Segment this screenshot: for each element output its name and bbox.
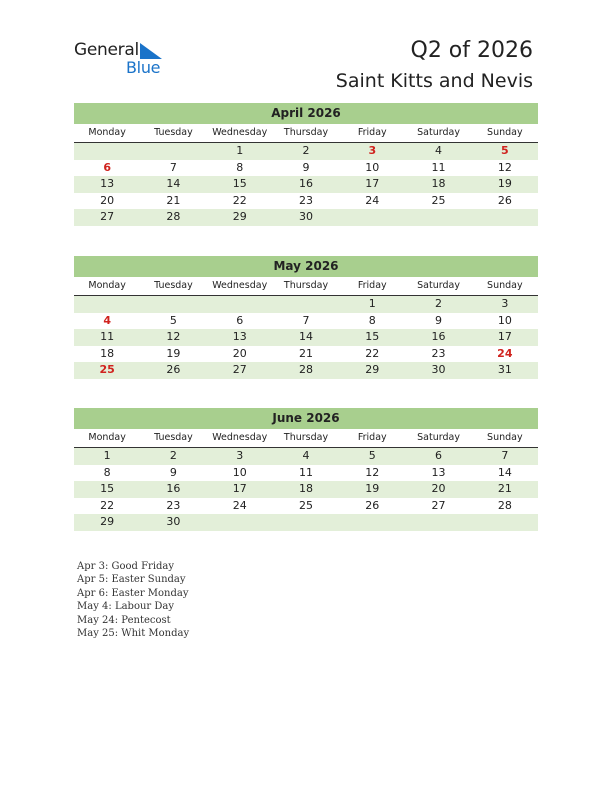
day-cell: 11 xyxy=(431,160,446,174)
month-header: May 2026 xyxy=(74,256,538,277)
day-cell: 7 xyxy=(169,160,177,174)
week-row xyxy=(74,329,538,346)
week-row xyxy=(74,465,538,482)
day-cell: 19 xyxy=(166,346,181,360)
day-cell: 2 xyxy=(169,449,177,462)
week-row xyxy=(74,143,538,160)
weekday-label: Sunday xyxy=(487,432,523,443)
day-cell: 26 xyxy=(365,498,380,512)
weekday-label: Friday xyxy=(357,127,387,138)
day-cell: 29 xyxy=(365,363,380,376)
day-cell: 12 xyxy=(365,465,380,479)
day-cell: 31 xyxy=(497,363,512,376)
week-row xyxy=(74,498,538,515)
day-cell: 20 xyxy=(100,193,115,207)
day-cell: 23 xyxy=(166,498,181,512)
weekday-label: Sunday xyxy=(487,280,523,291)
week-row xyxy=(74,176,538,193)
day-cell xyxy=(472,514,538,531)
day-cell: 30 xyxy=(166,515,181,528)
week-row xyxy=(74,346,538,363)
day-cell: 3 xyxy=(501,297,509,310)
month-header: April 2026 xyxy=(74,103,538,124)
day-cell xyxy=(273,514,339,531)
week-row xyxy=(74,448,538,465)
day-cell: 2 xyxy=(435,297,443,310)
day-cell: 24 xyxy=(497,346,513,360)
weekday-label: Thursday xyxy=(283,432,329,443)
weekday-label: Monday xyxy=(88,127,126,138)
day-cell: 21 xyxy=(497,482,512,495)
day-cell: 25 xyxy=(431,193,446,207)
weekday-header-row xyxy=(74,429,538,448)
month-header: June 2026 xyxy=(74,408,538,429)
day-cell xyxy=(472,209,538,226)
weekday-label: Monday xyxy=(88,280,126,291)
day-cell: 15 xyxy=(365,330,380,343)
day-cell: 18 xyxy=(100,346,115,360)
day-cell: 11 xyxy=(100,330,115,343)
day-cell: 20 xyxy=(431,482,446,495)
day-cell xyxy=(207,296,273,313)
day-cell: 14 xyxy=(166,177,181,190)
day-cell: 9 xyxy=(302,160,310,174)
holiday-item: May 25: Whit Monday xyxy=(77,628,190,640)
day-cell: 25 xyxy=(298,498,313,512)
day-cell: 30 xyxy=(298,210,313,223)
day-cell: 8 xyxy=(236,160,244,174)
day-cell xyxy=(405,514,471,531)
day-cell xyxy=(140,296,206,313)
day-cell: 15 xyxy=(100,482,115,495)
weekday-label: Monday xyxy=(88,432,126,443)
day-cell: 16 xyxy=(298,177,313,190)
day-cell: 26 xyxy=(497,193,512,207)
day-cell xyxy=(405,209,471,226)
logo-blue-text: Blue xyxy=(126,58,161,77)
week-row xyxy=(74,160,538,177)
holiday-item: May 4: Labour Day xyxy=(77,601,174,613)
month-calendar-may xyxy=(74,256,538,379)
day-cell: 26 xyxy=(166,363,181,376)
weekday-label: Tuesday xyxy=(154,280,193,291)
day-cell: 16 xyxy=(431,330,446,343)
day-cell: 19 xyxy=(365,482,380,495)
day-cell: 29 xyxy=(100,515,115,528)
day-cell: 25 xyxy=(99,363,115,376)
day-cell xyxy=(74,296,140,313)
generalblue-logo xyxy=(74,40,174,80)
day-cell: 28 xyxy=(497,498,512,512)
day-cell: 1 xyxy=(103,449,111,462)
weekday-label: Wednesday xyxy=(212,127,268,138)
weekday-label: Friday xyxy=(357,280,387,291)
day-cell: 20 xyxy=(232,346,247,360)
day-cell: 27 xyxy=(431,498,446,512)
day-cell: 27 xyxy=(100,210,115,223)
day-cell: 17 xyxy=(497,330,512,343)
day-cell: 2 xyxy=(302,144,310,157)
day-cell: 17 xyxy=(232,482,247,495)
day-cell: 9 xyxy=(435,313,443,327)
week-row xyxy=(74,313,538,330)
day-cell: 27 xyxy=(232,363,247,376)
day-cell: 13 xyxy=(232,330,247,343)
weekday-label: Saturday xyxy=(417,280,460,291)
day-cell: 5 xyxy=(368,449,376,462)
week-row xyxy=(74,514,538,531)
holiday-item: Apr 5: Easter Sunday xyxy=(77,574,186,586)
week-row xyxy=(74,296,538,313)
day-cell: 18 xyxy=(298,482,313,495)
day-cell: 12 xyxy=(166,330,181,343)
day-cell: 12 xyxy=(497,160,512,174)
weekday-label: Wednesday xyxy=(212,280,268,291)
day-cell: 30 xyxy=(431,363,446,376)
day-cell: 17 xyxy=(365,177,380,190)
day-cell: 15 xyxy=(232,177,247,190)
day-cell: 7 xyxy=(302,313,310,327)
day-cell: 1 xyxy=(236,144,244,157)
holiday-list xyxy=(77,560,189,640)
week-row xyxy=(74,193,538,210)
day-cell: 4 xyxy=(103,313,111,327)
day-cell: 3 xyxy=(368,144,377,157)
month-calendar-april xyxy=(74,103,538,226)
day-cell: 3 xyxy=(236,449,244,462)
logo-general-text: General xyxy=(74,40,139,60)
day-cell xyxy=(339,209,405,226)
weekday-label: Thursday xyxy=(283,280,329,291)
weekday-label: Friday xyxy=(357,432,387,443)
day-cell: 28 xyxy=(298,363,313,376)
weekday-label: Thursday xyxy=(283,127,329,138)
day-cell xyxy=(273,296,339,313)
day-cell: 23 xyxy=(298,193,313,207)
holiday-item: May 24: Pentecost xyxy=(77,614,171,626)
weekday-label: Tuesday xyxy=(154,127,193,138)
day-cell: 23 xyxy=(431,346,446,360)
day-cell xyxy=(339,514,405,531)
day-cell: 22 xyxy=(100,498,115,512)
day-cell: 9 xyxy=(169,465,177,479)
weekday-label: Saturday xyxy=(417,432,460,443)
day-cell: 14 xyxy=(298,330,313,343)
day-cell xyxy=(140,143,206,160)
weekday-label: Sunday xyxy=(487,127,523,138)
week-row xyxy=(74,362,538,379)
day-cell: 8 xyxy=(368,313,376,327)
day-cell: 10 xyxy=(232,465,247,479)
day-cell: 4 xyxy=(302,449,310,462)
holiday-item: Apr 6: Easter Monday xyxy=(77,587,189,599)
day-cell: 8 xyxy=(103,465,111,479)
week-row xyxy=(74,481,538,498)
day-cell: 13 xyxy=(431,465,446,479)
day-cell: 22 xyxy=(232,193,247,207)
day-cell: 4 xyxy=(435,144,443,157)
day-cell: 21 xyxy=(166,193,181,207)
weekday-header-row xyxy=(74,124,538,143)
day-cell: 29 xyxy=(232,210,247,223)
day-cell: 22 xyxy=(365,346,380,360)
day-cell: 24 xyxy=(365,193,380,207)
weekday-label: Wednesday xyxy=(212,432,268,443)
page-title: Q2 of 2026 xyxy=(410,38,533,63)
weekday-label: Tuesday xyxy=(154,432,193,443)
day-cell: 1 xyxy=(368,297,376,310)
day-cell: 14 xyxy=(497,465,512,479)
day-cell: 18 xyxy=(431,177,446,190)
day-cell: 5 xyxy=(501,144,509,157)
day-cell: 7 xyxy=(501,449,509,462)
day-cell: 6 xyxy=(103,160,111,174)
day-cell: 16 xyxy=(166,482,181,495)
day-cell: 6 xyxy=(236,313,244,327)
holiday-item: Apr 3: Good Friday xyxy=(77,561,175,572)
day-cell: 5 xyxy=(169,313,177,327)
day-cell: 11 xyxy=(298,465,313,479)
page-subtitle: Saint Kitts and Nevis xyxy=(335,70,533,92)
day-cell: 10 xyxy=(365,160,380,174)
month-calendar-june xyxy=(74,408,538,531)
week-row xyxy=(74,209,538,226)
day-cell: 21 xyxy=(298,346,313,360)
weekday-label: Saturday xyxy=(417,127,460,138)
weekday-header-row xyxy=(74,277,538,296)
day-cell xyxy=(74,143,140,160)
day-cell: 13 xyxy=(100,177,115,190)
day-cell: 6 xyxy=(435,449,443,462)
day-cell: 28 xyxy=(166,210,181,223)
day-cell: 24 xyxy=(232,498,247,512)
day-cell: 19 xyxy=(497,177,512,190)
day-cell xyxy=(207,514,273,531)
logo-triangle-icon xyxy=(140,43,162,59)
day-cell: 10 xyxy=(497,313,512,327)
